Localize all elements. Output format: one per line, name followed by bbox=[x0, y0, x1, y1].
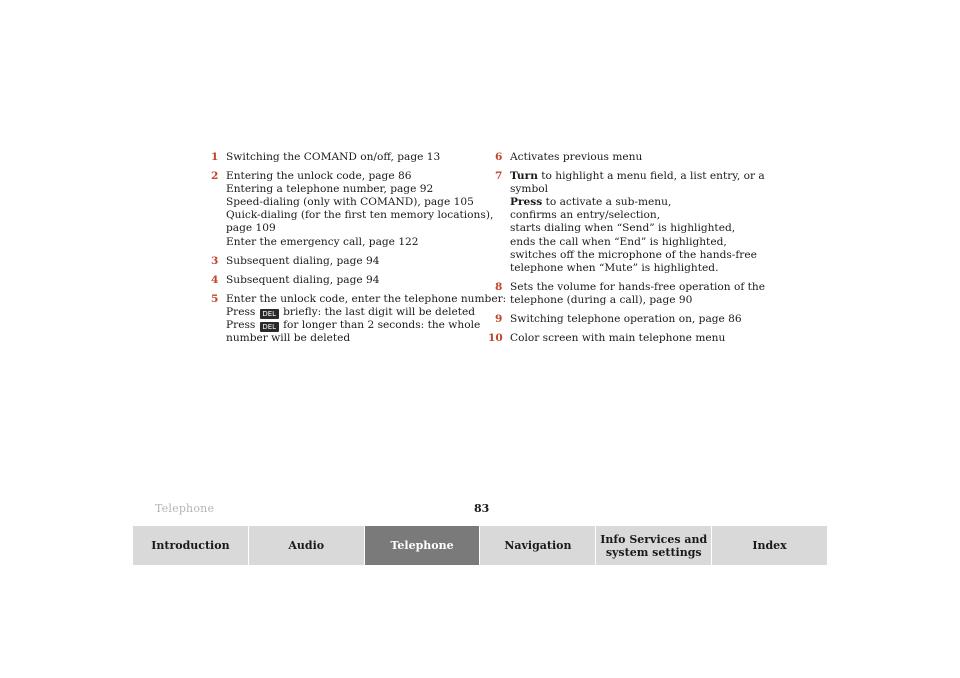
legend-text: telephone when “Mute” is highlighted. bbox=[510, 261, 719, 274]
legend-item-1 bbox=[211, 151, 476, 164]
legend-text: Color screen with main telephone menu bbox=[510, 332, 726, 345]
press-word: Press bbox=[226, 319, 256, 332]
tab-info-services[interactable]: Info Services and system settings bbox=[595, 526, 711, 565]
legend-text: starts dialing when “Send” is highlighted, bbox=[510, 222, 736, 235]
legend-text: Subsequent dialing, page 94 bbox=[226, 254, 380, 267]
legend-text: Enter the emergency call, page 122 bbox=[226, 235, 419, 248]
turn-keyword: Turn bbox=[510, 170, 538, 183]
legend-number: 1 bbox=[211, 151, 219, 163]
tab-navigation[interactable]: Navigation bbox=[479, 526, 595, 565]
legend-text: to highlight a menu field, a list entry, or a bbox=[541, 170, 765, 183]
legend-item-10 bbox=[488, 332, 757, 345]
legend-number: 7 bbox=[495, 170, 503, 183]
legend-text: ends the call when “End” is highlighted, bbox=[510, 235, 727, 248]
legend-item-8 bbox=[495, 280, 765, 307]
legend-item-3 bbox=[211, 255, 476, 268]
legend-text: switches off the microphone of the hands-free bbox=[510, 248, 757, 261]
tab-audio[interactable]: Audio bbox=[248, 526, 364, 565]
legend-text: to activate a sub-menu, bbox=[545, 196, 672, 209]
legend-text: Switching telephone operation on, page 86 bbox=[510, 313, 742, 326]
page-number: 83 bbox=[474, 502, 490, 515]
legend-text: number will be deleted bbox=[226, 332, 351, 345]
legend-right-column bbox=[488, 151, 765, 351]
legend-number: 2 bbox=[211, 170, 219, 183]
legend-text: telephone (during a call), page 90 bbox=[510, 293, 693, 306]
legend-number: 4 bbox=[211, 273, 219, 286]
tab-introduction[interactable]: Introduction bbox=[133, 526, 248, 565]
del-key-icon: DEL bbox=[260, 309, 279, 319]
legend-text: Subsequent dialing, page 94 bbox=[226, 273, 380, 286]
tab-telephone[interactable]: Telephone bbox=[364, 526, 480, 565]
legend-number: 10 bbox=[488, 332, 503, 345]
legend-number: 9 bbox=[495, 313, 503, 326]
legend-number: 5 bbox=[211, 292, 219, 305]
section-tab-bar bbox=[133, 526, 827, 565]
legend-text: Switching the COMAND on/off, page 13 bbox=[226, 151, 441, 163]
legend-text: Sets the volume for hands-free operation of the bbox=[510, 280, 765, 293]
section-label: Telephone bbox=[155, 502, 215, 515]
legend-text-line bbox=[510, 170, 765, 183]
del-key-icon: DEL bbox=[260, 322, 279, 332]
legend-number: 6 bbox=[495, 151, 503, 163]
legend-text-line bbox=[226, 319, 481, 332]
legend-item-2 bbox=[211, 170, 494, 249]
legend-item-7 bbox=[495, 170, 765, 275]
legend-item-4 bbox=[211, 274, 476, 287]
legend-text: Entering a telephone number, page 92 bbox=[226, 183, 434, 196]
legend-item-9 bbox=[495, 313, 757, 326]
legend-text: Speed-dialing (only with COMAND), page 105 bbox=[226, 196, 474, 209]
tab-index[interactable]: Index bbox=[711, 526, 827, 565]
press-word: Press bbox=[226, 305, 256, 318]
legend-text: Enter the unlock code, enter the telephone number: bbox=[226, 292, 507, 305]
legend-item-6 bbox=[495, 151, 757, 164]
legend-text: confirms an entry/selection, bbox=[510, 209, 661, 222]
legend-text-line bbox=[510, 196, 757, 209]
legend-text-line bbox=[226, 306, 476, 319]
legend-text: symbol bbox=[510, 183, 549, 196]
legend-number: 3 bbox=[211, 254, 219, 267]
press-keyword: Press bbox=[510, 196, 543, 209]
legend-text: Activates previous menu bbox=[510, 151, 643, 163]
legend-number: 8 bbox=[495, 280, 503, 293]
legend-text: Entering the unlock code, page 86 bbox=[226, 170, 412, 183]
legend-text: for longer than 2 seconds: the whole bbox=[283, 319, 481, 332]
legend-left-column bbox=[211, 151, 507, 351]
legend-text: briefly: the last digit will be deleted bbox=[283, 305, 476, 318]
legend-text: Quick-dialing (for the first ten memory locations), bbox=[226, 209, 494, 222]
legend-text: page 109 bbox=[226, 222, 276, 235]
